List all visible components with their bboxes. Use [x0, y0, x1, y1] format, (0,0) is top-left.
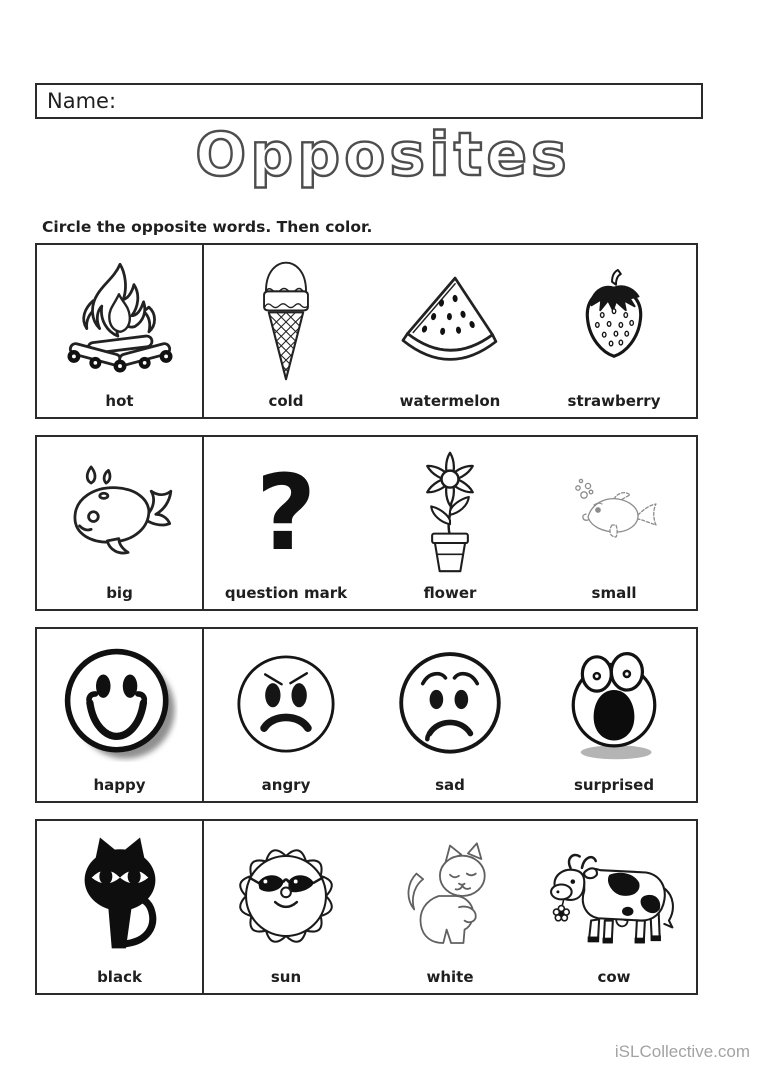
option-label-question-mark: question mark [224, 584, 348, 602]
option-art [204, 441, 368, 583]
option-cell-cow[interactable] [532, 821, 696, 993]
strawberry-icon [565, 268, 663, 372]
options-group [204, 629, 696, 801]
exercise-row [35, 819, 698, 995]
black-cat-icon [61, 835, 179, 958]
options-group [204, 437, 696, 609]
option-cell-angry[interactable] [204, 629, 368, 801]
page-title: Opposites [195, 120, 571, 190]
option-art [204, 825, 368, 967]
flower-icon [403, 449, 497, 575]
option-art [532, 441, 696, 583]
option-label-white: white [426, 968, 474, 986]
option-label-surprised: surprised [573, 776, 655, 794]
option-label-angry: angry [261, 776, 311, 794]
option-label-cold: cold [268, 392, 304, 410]
sad-face-icon [391, 645, 509, 763]
prompt-art [37, 441, 202, 583]
sun-icon [225, 833, 347, 959]
option-label-small: small [591, 584, 637, 602]
prompt-cell-happy [37, 629, 204, 801]
ice-cream-icon [257, 257, 315, 383]
angry-face-icon [229, 647, 343, 761]
option-art [532, 633, 696, 775]
option-art [532, 825, 696, 967]
small-fish-icon [564, 477, 664, 547]
exercise-row [35, 435, 698, 611]
prompt-cell-black [37, 821, 204, 993]
campfire-icon [61, 260, 179, 380]
white-cat-icon [392, 840, 508, 952]
option-cell-small[interactable] [532, 437, 696, 609]
option-art [368, 633, 532, 775]
watermelon-icon [390, 269, 510, 371]
whale-icon [56, 460, 184, 564]
option-art [204, 249, 368, 391]
option-label-cow: cow [597, 968, 631, 986]
happy-face-icon [62, 646, 178, 762]
surprised-face-icon [558, 645, 670, 763]
cow-icon [545, 845, 683, 948]
option-cell-question-mark[interactable] [204, 437, 368, 609]
instruction-text: Circle the opposite words. Then color. [42, 218, 373, 236]
footer-brand: iSLCollective.com [614, 1042, 750, 1061]
option-cell-sad[interactable] [368, 629, 532, 801]
prompt-label-hot: hot [105, 392, 134, 410]
option-label-strawberry: strawberry [567, 392, 661, 410]
prompt-label-black: black [97, 968, 142, 986]
option-label-flower: flower [423, 584, 477, 602]
exercise-rows [35, 243, 698, 1011]
prompt-cell-hot [37, 245, 204, 417]
prompt-label-big: big [106, 584, 133, 602]
option-art [204, 633, 368, 775]
name-field[interactable] [35, 83, 703, 119]
option-art [532, 249, 696, 391]
prompt-art [37, 633, 202, 775]
option-art [368, 249, 532, 391]
exercise-row [35, 627, 698, 803]
prompt-art [37, 825, 202, 967]
option-label-sun: sun [270, 968, 302, 986]
option-cell-watermelon[interactable] [368, 245, 532, 417]
option-cell-flower[interactable] [368, 437, 532, 609]
option-label-watermelon: watermelon [399, 392, 501, 410]
option-cell-cold[interactable] [204, 245, 368, 417]
exercise-row [35, 243, 698, 419]
option-cell-surprised[interactable] [532, 629, 696, 801]
name-label: Name: [47, 89, 117, 113]
prompt-art [37, 249, 202, 391]
prompt-cell-big [37, 437, 204, 609]
option-label-sad: sad [435, 776, 465, 794]
option-cell-white[interactable] [368, 821, 532, 993]
option-cell-strawberry[interactable] [532, 245, 696, 417]
svg-text:?: ? [255, 457, 317, 567]
option-cell-sun[interactable] [204, 821, 368, 993]
question-mark-icon [236, 457, 336, 567]
option-art [368, 825, 532, 967]
options-group [204, 821, 696, 993]
prompt-label-happy: happy [93, 776, 146, 794]
options-group [204, 245, 696, 417]
option-art [368, 441, 532, 583]
